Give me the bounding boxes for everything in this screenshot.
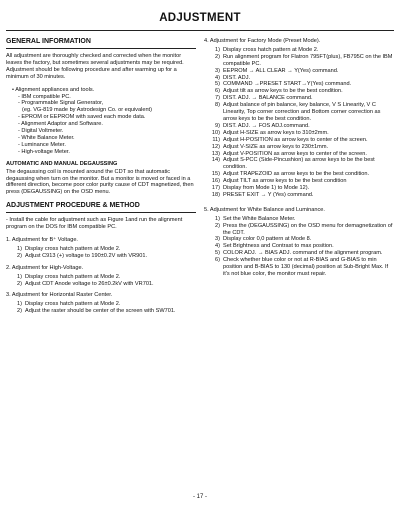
general-para-2: Adjustment should be following procedure and after warming up for a minimum of 30 minutes. [6, 66, 177, 80]
tool-item: - Luminance Meter. [18, 141, 66, 148]
list-item: 2) Run alignment program for Flatron 795FT(plus), FB795C on the IBM compatible PC. [215, 53, 393, 67]
tools-intro: • Alignment appliances and tools. [12, 86, 95, 93]
list-item: 3) EEPROM → ALL CLEAR → Y(Yes) command. [215, 67, 339, 74]
step-5-list [204, 216, 394, 278]
page-title: ADJUSTMENT [159, 12, 241, 24]
list-item: 1) Display cross hatch pattern at Mode 2. [17, 301, 121, 308]
degauss-heading: AUTOMATIC AND MANUAL DEGAUSSING [6, 160, 118, 167]
tool-item: - Alignment Adaptor and Software. [18, 121, 103, 128]
list-item: 7) DIST. ADJ. → BALANCE command. [215, 95, 313, 102]
list-item: 1) Set the White Balance Meter. [215, 215, 296, 222]
list-item: 3) Display color 0,0 pattern at Mode 8. [215, 236, 312, 243]
list-item: 11) Adjust H-POSITION as arrow keys to center of the screen. [212, 136, 368, 143]
section-divider [6, 212, 196, 213]
list-item: 1) Display cross hatch pattern at Mode 2. [215, 46, 319, 53]
list-item: 5) COLOR ADJ. → BIAS ADJ. command of the alignment program. [215, 250, 383, 257]
list-item: 1) Display cross hatch pattern at Mode 2. [17, 245, 121, 252]
step-4-heading: 4. Adjustment for Factory Mode (Preset Mode). [204, 38, 321, 44]
list-item: 2) Adjust C913 (+) voltage to 190±0.2V with VR901. [17, 252, 148, 259]
list-item: 8) Adjust balance of pin balance, key balance, V S Linearity, V C Linearity, Top corner correction and Bottom corner correction as arrow keys to be the best condition. [215, 102, 381, 122]
step-3-heading: 3. Adjustment for Horizontal Raster Center. [6, 292, 113, 299]
page-number: - 17 - [192, 494, 207, 500]
list-item: 4) Set Brightness and Contrast to max position. [215, 243, 334, 250]
step-1-heading: 1. Adjustment for B⁺ Voltage. [6, 237, 78, 244]
right-column [204, 38, 394, 278]
step-1-list [6, 246, 196, 260]
section-divider [6, 48, 196, 49]
list-item: 18) PRESET EXIT → Y (Yes) command. [211, 191, 314, 198]
list-item: 2) Adjust the raster should be center of the screen with SW701. [17, 308, 176, 315]
list-item: 5) COMMAND →PRESET START→Y(Yes) command. [215, 81, 352, 88]
tool-item: - High-voltage Meter. [18, 148, 70, 155]
list-item: 10) Adjust H-SIZE as arrow keys to 310±2mm. [211, 129, 329, 136]
procedure-para: - Install the cable for adjustment such as Figure 1and run the alignment program on the DOS for IBM compatible PC. [6, 217, 183, 231]
list-item: 14) Adjust S-PCC (Side-Pincushion) as arrow keys to be the best condition. [211, 157, 375, 171]
step-2-list [6, 274, 196, 288]
tool-item: - IBM compatible PC. [18, 93, 71, 100]
list-item: 2) Adjust CDT Anode voltage to 26±0.2kV with VR701. [17, 280, 154, 287]
general-info-heading: GENERAL INFORMATION [6, 38, 91, 45]
left-column [6, 38, 196, 315]
degauss-para: The degaussing coil is mounted around the CDT so that automatic degaussing when turn on the monitor. But a monitor is moved or faced in a different direction, become poor color purity cause of CDT magnetized, then press (DEGAUSSING) on the OSD menu. [6, 168, 194, 196]
list-item: 1) Display cross hatch pattern at Mode 2. [17, 273, 121, 280]
tool-item: - White Balance Meter. [18, 134, 75, 141]
list-item: 17) Display from Mode 1) to Mode 12). [211, 185, 310, 192]
tool-item: (eg. VG-819 made by Astrodesign Co. or equivalent) [22, 107, 152, 114]
list-item: 15) Adjust TRAPEZOID as arrow keys to be the best condition. [211, 171, 370, 178]
tools-list [6, 87, 196, 156]
list-item: 13) Adjust V-POSITION as arrow keys to center of the screen. [211, 150, 367, 157]
tool-item: - EPROM or EEPROM with saved each mode data. [18, 114, 146, 121]
step-5-heading: 5. Adjustment for White Balance and Luminance. [204, 206, 325, 213]
list-item: 16) Adjust TILT as arrow keys to be the best condition [211, 178, 347, 185]
list-item: 12) Adjust V-SIZE as arrow keys to 230±1mm. [211, 143, 329, 150]
list-item: 2) Press the (DEGAUSSING) on the OSD menu for demagnetization of the CDT. [215, 222, 393, 236]
general-para-1: All adjustment are thoroughly checked and corrected when the monitor leaves the factory, but sometimes several adjustments may be required. [6, 53, 184, 66]
list-item: 4) DIST. ADJ. [215, 74, 251, 81]
list-item: 6) Adjust tilt as arrow keys to be the best condition. [215, 88, 343, 95]
procedure-heading: ADJUSTMENT PROCEDURE & METHOD [6, 202, 140, 210]
list-item: 6) Check whether blue color or not at R-BIAS and G-BIAS to min position and B-BIAS to 130 (decimal) position at Sub-Bright Max. If it's not blue color, the monitor must repair. [215, 257, 389, 277]
tool-item: - Programmable Signal Generator, [18, 100, 104, 107]
title-divider [6, 30, 394, 31]
step-2-heading: 2. Adjustment for High-Voltage. [6, 264, 84, 271]
step-4-list [204, 47, 394, 199]
tool-item: - Digital Voltmeter. [18, 128, 64, 135]
step-3-list [6, 301, 196, 315]
list-item: 9) DIST. ADJ. → FOS ADJ.command. [215, 122, 310, 129]
